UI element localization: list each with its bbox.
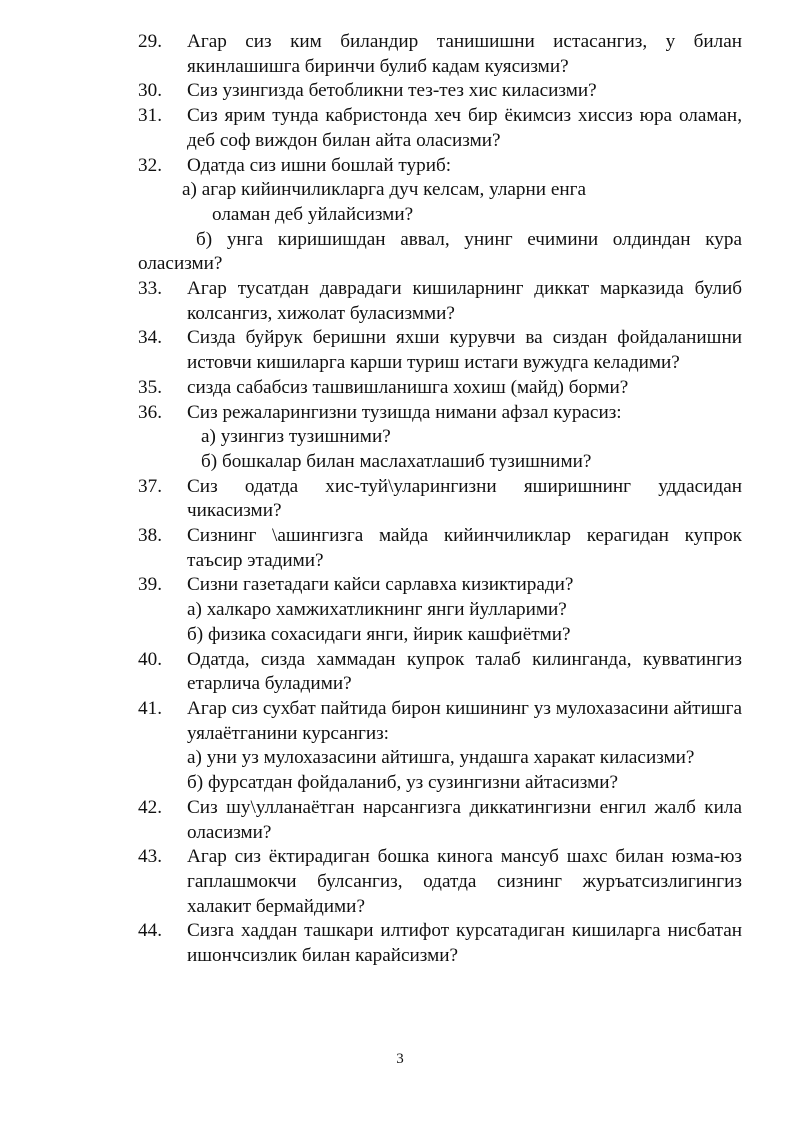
- question-text: Агар сиз ким биландир танишишни истасангиз, у билан якинлашишга биринчи булиб кадам куясизми?: [187, 31, 742, 77]
- question-number: 32.: [138, 154, 162, 176]
- question-number: 39.: [138, 574, 162, 596]
- question-31: [138, 104, 742, 153]
- questionnaire-list: [138, 30, 742, 969]
- option-text: а) агар кийинчиликларга дуч келсам, уларни енга: [182, 179, 587, 201]
- question-32-option-b: б) унга киришишдан аввал, унинг ечимини олдиндан кура оласизми?: [138, 228, 742, 275]
- option-text-continued: оламан деб уйлайсизми?: [212, 203, 414, 225]
- question-text: Агар тусатдан даврадаги кишиларнинг диккат марказида булиб колсангиз, хижолат буласизмми?: [187, 278, 742, 324]
- question-36: [138, 401, 742, 426]
- question-number: 38.: [138, 525, 162, 547]
- question-text: Сиз шу\улланаётган нарсангизга диккатингизни енгил жалб кила оласизми?: [187, 796, 742, 843]
- question-42: [138, 796, 742, 845]
- question-text: Сизда буйрук беришни яхши курувчи ва сиздан фойдаланишни истовчи кишиларга карши туриш истаги вужудга келадими?: [187, 327, 742, 374]
- question-43: [138, 845, 742, 919]
- question-39-option-b: б) физика сохасидаги янги, йирик кашфиётми?: [187, 623, 571, 645]
- question-text: Сиз узингизда бетобликни тез-тез хис киласизми?: [187, 80, 597, 102]
- question-35: [138, 376, 742, 401]
- question-text: Агар сиз ёктирадиган бошка кинога мансуб шахс билан юзма-юз гаплашмокчи булсангиз, одатда сизнинг журъатсизлигингиз халакит бермайдими?: [187, 846, 742, 917]
- question-number: 36.: [138, 401, 162, 423]
- question-text: Сиз одатда хис-туй\уларингизни яширишнинг уддасидан чикасизми?: [187, 475, 742, 522]
- question-number: 43.: [138, 846, 162, 868]
- question-32-option-a: [138, 178, 742, 227]
- question-30: [138, 79, 742, 104]
- question-text: Агар сиз сухбат пайтида бирон кишининг уз мулохазасини айтишга уялаётганини курсангиз:: [187, 697, 742, 744]
- question-41-option-a: а) уни уз мулохазасини айтишга, ундашга харакат киласизми?: [187, 747, 695, 769]
- question-34: [138, 326, 742, 375]
- question-text: Одатда сиз ишни бошлай туриб:: [187, 154, 452, 176]
- question-number: 42.: [138, 796, 162, 818]
- question-number: 29.: [138, 31, 162, 52]
- question-number: 30.: [138, 80, 162, 102]
- question-text: Одатда, сизда хаммадан купрок талаб килинганда, кувватингиз етарлича буладими?: [187, 648, 742, 695]
- question-number: 35.: [138, 376, 162, 398]
- question-39-option-a: а) халкаро хамжихатликнинг янги йулларими?: [187, 599, 567, 621]
- question-number: 40.: [138, 648, 162, 670]
- question-41: [138, 697, 742, 746]
- question-number: 31.: [138, 105, 162, 127]
- question-number: 33.: [138, 278, 162, 300]
- question-37: [138, 475, 742, 524]
- question-36-option-b: б) бошкалар билан маслахатлашиб тузишними?: [201, 450, 592, 472]
- question-38: [138, 524, 742, 573]
- question-36-option-a: а) узингиз тузишними?: [201, 426, 391, 448]
- question-text: Сизга хаддан ташкари илтифот курсатадиган кишиларга нисбатан ишончсизлик билан карайсизми?: [187, 920, 742, 967]
- question-text: Сизни газетадаги кайси сарлавха кизиктиради?: [187, 574, 574, 596]
- question-29: [138, 30, 742, 79]
- question-40: [138, 648, 742, 697]
- question-number: 44.: [138, 920, 162, 942]
- page-number: 3: [396, 1051, 404, 1067]
- question-text: Сизнинг \ашингизга майда кийинчиликлар керагидан купрок таъсир этадими?: [187, 525, 742, 571]
- question-text: Сиз режаларингизни тузишда нимани афзал курасиз:: [187, 401, 622, 423]
- question-number: 41.: [138, 697, 162, 719]
- question-44: [138, 919, 742, 968]
- question-39: [138, 573, 742, 598]
- question-text: Сиз ярим тунда кабристонда хеч бир ёкимсиз хиссиз юра оламан, деб соф виждон билан айта оласизми?: [187, 105, 742, 151]
- question-number: 37.: [138, 475, 162, 497]
- question-32: [138, 154, 742, 179]
- question-41-option-b: б) фурсатдан фойдаланиб, уз сузингизни айтасизми?: [187, 772, 618, 794]
- question-number: 34.: [138, 327, 162, 349]
- question-33: [138, 277, 742, 326]
- question-text: сизда сабабсиз ташвишланишга хохиш (майд) борми?: [187, 376, 629, 398]
